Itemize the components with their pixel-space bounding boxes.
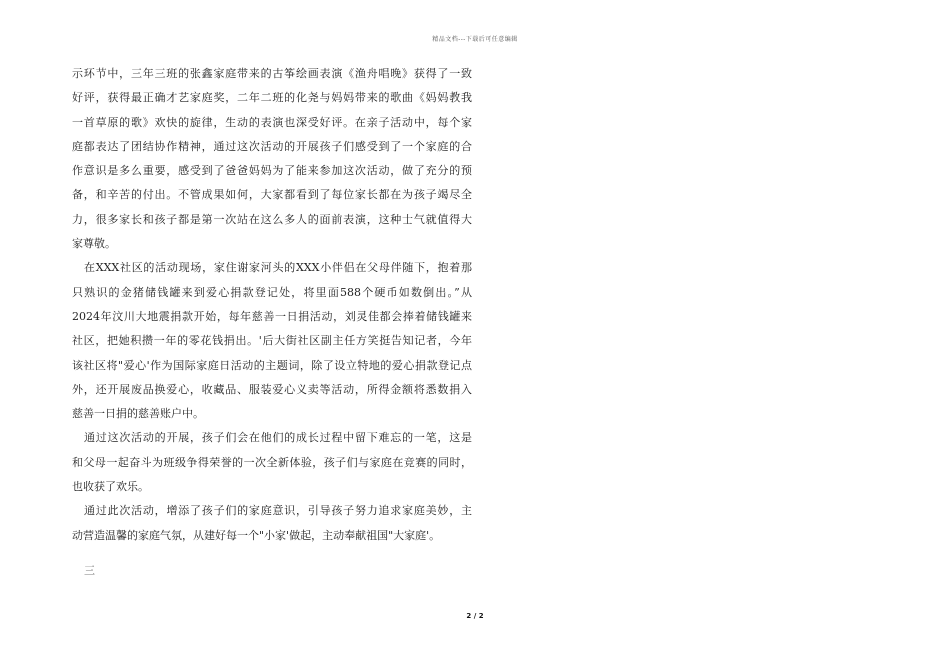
paragraph-2-line: 外，还开展废品换爱心，收藏品、服装爱心义卖等活动，所得金额将悉数捐入: [72, 382, 472, 396]
paragraph-2-line: 在XXX社区的活动现场，家住谢家河头的XXX小伴侣在父母伴随下，抱着那: [84, 261, 472, 275]
paragraph-1-line: 一首草原的歌》欢快的旋律，生动的表演也深受好评。在亲子活动中，每个家: [72, 115, 472, 129]
paragraph-2-line: 慈善一日捐的慈善账户中。: [72, 407, 204, 421]
paragraph-2-line: 只熟识的金猪储钱罐来到爱心捐款登记处，将里面588个硬币如数倒出。”从: [72, 285, 472, 299]
paragraph-1-line: 庭都表达了团结协作精神，通过这次活动的开展孩子们感受到了一个家庭的合: [72, 139, 472, 153]
paragraph-4-line: 通过此次活动，增添了孩子们的家庭意识，引导孩子努力追求家庭美妙，主: [84, 504, 472, 518]
page-number: 2 / 2: [466, 612, 484, 620]
paragraph-1-line: 作意识是多么重要，感受到了爸爸妈妈为了能来参加这次活动，做了充分的预: [72, 164, 472, 178]
paragraph-3-line: 和父母一起奋斗为班级争得荣誉的一次全新体验，孩子们与家庭在竞赛的同时，: [72, 455, 472, 469]
paragraph-4-line: 动营造温馨的家庭气氛，从建好每一个"小家'做起，主动奉献祖国"大家庭'。: [72, 528, 441, 542]
paragraph-1-line: 家尊敬。: [72, 237, 116, 251]
paragraph-1-line: 示环节中，三年三班的张鑫家庭带来的古筝绘画表演《渔舟唱晚》获得了一致: [72, 67, 472, 80]
paragraph-2-line: 社区，把她积攒一年的零花钱捐出。'后大街社区副主任方笑挺告知记者，今年: [72, 334, 472, 348]
paragraph-1-line: 力，很多家长和孩子都是第一次站在这么多人的面前表演，这种士气就值得大: [72, 212, 472, 226]
paragraph-3-line: 也收获了欢乐。: [72, 480, 149, 494]
paragraph-3-line: 通过这次活动的开展，孩子们会在他们的成长过程中留下难忘的一笔，这是: [84, 431, 472, 445]
paragraph-1-line: 备，和辛苦的付出。不管成果如何，大家都看到了每位家长都在为孩子竭尽全: [72, 188, 472, 202]
paragraph-2-line: 该社区将"爱心'作为国际家庭日活动的主题词，除了设立特地的爱心捐款登记点: [72, 358, 472, 372]
document-body: [72, 62, 472, 583]
paragraph-1-line: 好评，获得最正确才艺家庭奖，二年二班的化尧与妈妈带来的歌曲《妈妈教我: [72, 91, 472, 105]
paragraph-2-line: 2024年汶川大地震捐款开始，每年慈善一日捐活动，刘灵佳都会捧着储钱罐来: [72, 309, 472, 323]
section-number: 三: [84, 563, 95, 577]
page-header: 精品文档---下载后可任意编辑: [432, 36, 518, 43]
